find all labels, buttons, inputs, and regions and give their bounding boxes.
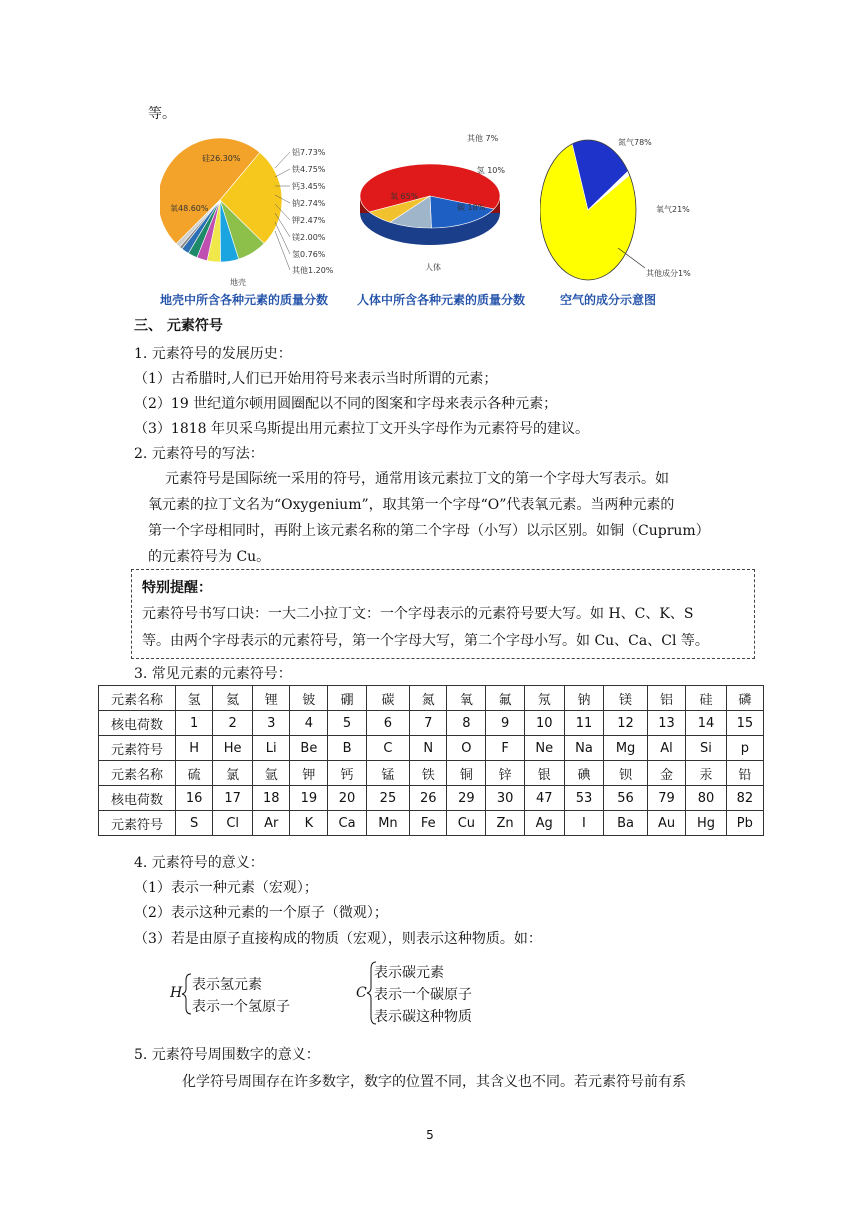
table-cell: Pb [726, 811, 763, 836]
table-cell: 硫 [176, 761, 213, 786]
crust-legend-label: 其他1.20% [292, 266, 334, 275]
table-cell: Fe [410, 811, 447, 836]
table-cell: Cl [213, 811, 253, 836]
example-c-line-2: 表示一个碳原子 [374, 987, 472, 1003]
table-cell: 19 [290, 786, 328, 811]
table-cell: 铝 [647, 686, 686, 711]
table-cell: Si [686, 736, 726, 761]
table-cell: 钠 [564, 686, 604, 711]
table-row [99, 686, 764, 711]
table-cell: Mn [366, 811, 409, 836]
table-cell: 硼 [328, 686, 366, 711]
table-cell: 17 [213, 786, 253, 811]
table-cell: He [213, 736, 253, 761]
writing-para-line-1: 元素符号是国际统一采用的符号，通常用该元素拉丁文的第一个字母大写表示。如 [165, 471, 669, 487]
history-item-3: （3）1818 年贝采乌斯提出用元素拉丁文开头字母作为元素符号的建议。 [134, 421, 589, 437]
meaning-item-2: （2）表示这种元素的一个原子（微观）； [134, 905, 388, 921]
subheading-3: 3. 常见元素的元素符号： [134, 666, 292, 682]
crust-leader-line [275, 169, 290, 177]
table-cell: C [366, 736, 409, 761]
crust-legend-label: 氢0.76% [292, 250, 326, 259]
crust-label-o: 氧48.60% [170, 204, 209, 213]
table-cell: 金 [647, 761, 686, 786]
table-cell: 银 [524, 761, 564, 786]
subheading-4: 4. 元素符号的意义： [134, 855, 264, 871]
crust-leader-line [275, 213, 290, 237]
meaning-item-1: （1）表示一种元素（宏观）； [134, 880, 318, 896]
crust-chart-caption: 地壳中所含各种元素的质量分数 [160, 293, 329, 307]
crust-leader-line [275, 152, 290, 168]
table-cell: Be [290, 736, 328, 761]
table-cell: 12 [604, 711, 647, 736]
table-cell: 7 [410, 711, 447, 736]
table-cell: 硅 [686, 686, 726, 711]
row-header: 元素符号 [99, 811, 176, 836]
table-cell: H [176, 736, 213, 761]
example-c-line-1: 表示碳元素 [374, 965, 444, 981]
element-table [98, 685, 764, 836]
table-cell: 79 [647, 786, 686, 811]
table-cell: 30 [486, 786, 525, 811]
writing-para-line-3: 第一个字母相同时，再附上该元素名称的第二个字母（小写）以示区别。如铜（Cuprum） [148, 523, 710, 539]
table-cell: 4 [290, 711, 328, 736]
top-fragment: 等。 [148, 106, 176, 122]
table-cell: 汞 [686, 761, 726, 786]
table-cell: Ag [524, 811, 564, 836]
crust-legend-label: 镁2.00% [292, 233, 326, 242]
body-label-c: 碳 18% [457, 203, 486, 212]
example-h-symbol: H [170, 985, 183, 1001]
table-cell: 氯 [213, 761, 253, 786]
subheading-2: 2. 元素符号的写法： [134, 446, 264, 462]
table-cell: 铜 [447, 761, 486, 786]
crust-legend-label: 钠2.74% [292, 199, 326, 208]
body-pie-chart [355, 128, 505, 282]
table-cell: Ba [604, 811, 647, 836]
body-bottom-label: 人体 [425, 263, 441, 272]
table-cell: K [290, 811, 328, 836]
table-cell: p [726, 736, 763, 761]
table-cell: 锂 [253, 686, 290, 711]
table-cell: I [564, 811, 604, 836]
air-pie-chart [540, 128, 705, 292]
writing-para-line-4: 的元素符号为 Cu。 [148, 549, 271, 565]
table-cell: Au [647, 811, 686, 836]
subheading-1: 1. 元素符号的发展历史： [134, 346, 292, 362]
table-cell: Ca [328, 811, 366, 836]
table-cell: 16 [176, 786, 213, 811]
table-cell: Li [253, 736, 290, 761]
crust-label-si: 硅26.30% [202, 154, 241, 163]
numbers-para: 化学符号周围存在许多数字，数字的位置不同，其含义也不同。若元素符号前有系 [182, 1074, 686, 1090]
crust-leader-line [275, 222, 290, 254]
crust-leader-line [275, 231, 290, 270]
example-c-symbol: C [356, 985, 367, 1001]
section-heading: 三、 元素符号 [134, 318, 223, 334]
table-cell: 18 [253, 786, 290, 811]
subheading-5: 5. 元素符号周围数字的意义： [134, 1047, 320, 1063]
row-header: 核电荷数 [99, 786, 176, 811]
table-cell: 氦 [213, 686, 253, 711]
table-row [99, 786, 764, 811]
table-cell: Na [564, 736, 604, 761]
table-cell: 56 [604, 786, 647, 811]
table-cell: 锌 [486, 761, 525, 786]
table-cell: 锰 [366, 761, 409, 786]
table-cell: B [328, 736, 366, 761]
table-cell: 5 [328, 711, 366, 736]
air-label-n2: 氮气78% [618, 138, 652, 147]
table-cell: 80 [686, 786, 726, 811]
table-cell: Hg [686, 811, 726, 836]
air-label-other: 其他成分1% [646, 269, 691, 278]
table-cell: Cu [447, 811, 486, 836]
table-cell: 镁 [604, 686, 647, 711]
table-cell: 铍 [290, 686, 328, 711]
table-cell: 14 [686, 711, 726, 736]
tip-title: 特别提醒： [142, 580, 212, 596]
table-cell: 53 [564, 786, 604, 811]
table-cell: 9 [486, 711, 525, 736]
table-cell: Ne [524, 736, 564, 761]
table-cell: 26 [410, 786, 447, 811]
table-row [99, 811, 764, 836]
table-cell: 铁 [410, 761, 447, 786]
table-cell: 2 [213, 711, 253, 736]
crust-legend-label: 铝7.73% [292, 148, 326, 157]
table-cell: 氮 [410, 686, 447, 711]
row-header: 元素符号 [99, 736, 176, 761]
table-cell: 氧 [447, 686, 486, 711]
tip-line-2: 等。由两个字母表示的元素符号，第一个字母大写，第二个字母小写。如 Cu、Ca、Cl 等。 [142, 633, 709, 649]
table-cell: 13 [647, 711, 686, 736]
table-cell: N [410, 736, 447, 761]
table-cell: 8 [447, 711, 486, 736]
crust-legend [275, 147, 334, 275]
table-cell: Zn [486, 811, 525, 836]
table-cell: 20 [328, 786, 366, 811]
table-cell: Ar [253, 811, 290, 836]
example-h-line-2: 表示一个氢原子 [192, 999, 290, 1015]
table-cell: 氩 [253, 761, 290, 786]
table-cell: 15 [726, 711, 763, 736]
table-cell: 氟 [486, 686, 525, 711]
body-chart-caption: 人体中所含各种元素的质量分数 [357, 293, 526, 307]
crust-legend-label: 钙3.45% [292, 182, 326, 191]
row-header: 核电荷数 [99, 711, 176, 736]
table-cell: 氢 [176, 686, 213, 711]
table-cell: 氖 [524, 686, 564, 711]
example-c-line-3: 表示碳这种物质 [374, 1009, 472, 1025]
table-cell: F [486, 736, 525, 761]
crust-bottom-label: 地壳 [230, 278, 246, 287]
table-cell: 47 [524, 786, 564, 811]
table-cell: O [447, 736, 486, 761]
table-cell: 25 [366, 786, 409, 811]
table-cell: 10 [524, 711, 564, 736]
table-cell: 碘 [564, 761, 604, 786]
history-item-1: （1）古希腊时,人们已开始用符号来表示当时所谓的元素； [134, 371, 498, 387]
table-cell: 11 [564, 711, 604, 736]
table-row [99, 736, 764, 761]
table-cell: Al [647, 736, 686, 761]
body-label-h: 氢 10% [476, 166, 505, 175]
table-cell: 碳 [366, 686, 409, 711]
table-cell: 钾 [290, 761, 328, 786]
table-cell: 钙 [328, 761, 366, 786]
table-cell: Mg [604, 736, 647, 761]
page-number: 5 [426, 1128, 434, 1142]
table-cell: 1 [176, 711, 213, 736]
table-cell: 钡 [604, 761, 647, 786]
row-header: 元素名称 [99, 686, 176, 711]
table-cell: 29 [447, 786, 486, 811]
table-cell: 6 [366, 711, 409, 736]
air-label-o2: 氧气21% [656, 205, 690, 214]
table-row [99, 761, 764, 786]
table-cell: 82 [726, 786, 763, 811]
writing-para-line-2: 氧元素的拉丁文名为“Oxygenium”，取其第一个字母“O”代表氧元素。当两种元素的 [148, 497, 675, 513]
air-chart-caption: 空气的成分示意图 [560, 293, 657, 307]
history-item-2: （2）19 世纪道尔顿用圆圈配以不同的图案和字母来表示各种元素； [134, 396, 558, 412]
table-cell: 铅 [726, 761, 763, 786]
table-row [99, 711, 764, 736]
crust-legend-label: 钾2.47% [292, 216, 326, 225]
tip-line-1: 元素符号书写口诀：一大二小拉丁文：一个字母表示的元素符号要大写。如 H、C、K、S [142, 606, 694, 622]
table-cell: S [176, 811, 213, 836]
table-cell: 3 [253, 711, 290, 736]
row-header: 元素名称 [99, 761, 176, 786]
crust-legend-label: 铁4.75% [292, 165, 326, 174]
crust-pie-chart [160, 128, 345, 292]
body-label-o: 氧 65% [390, 192, 419, 201]
body-label-other: 其他 7% [467, 134, 499, 143]
table-cell: 磷 [726, 686, 763, 711]
meaning-item-3: （3）若是由原子直接构成的物质（宏观），则表示这种物质。如： [134, 931, 542, 947]
example-h-line-1: 表示氢元素 [192, 977, 262, 993]
